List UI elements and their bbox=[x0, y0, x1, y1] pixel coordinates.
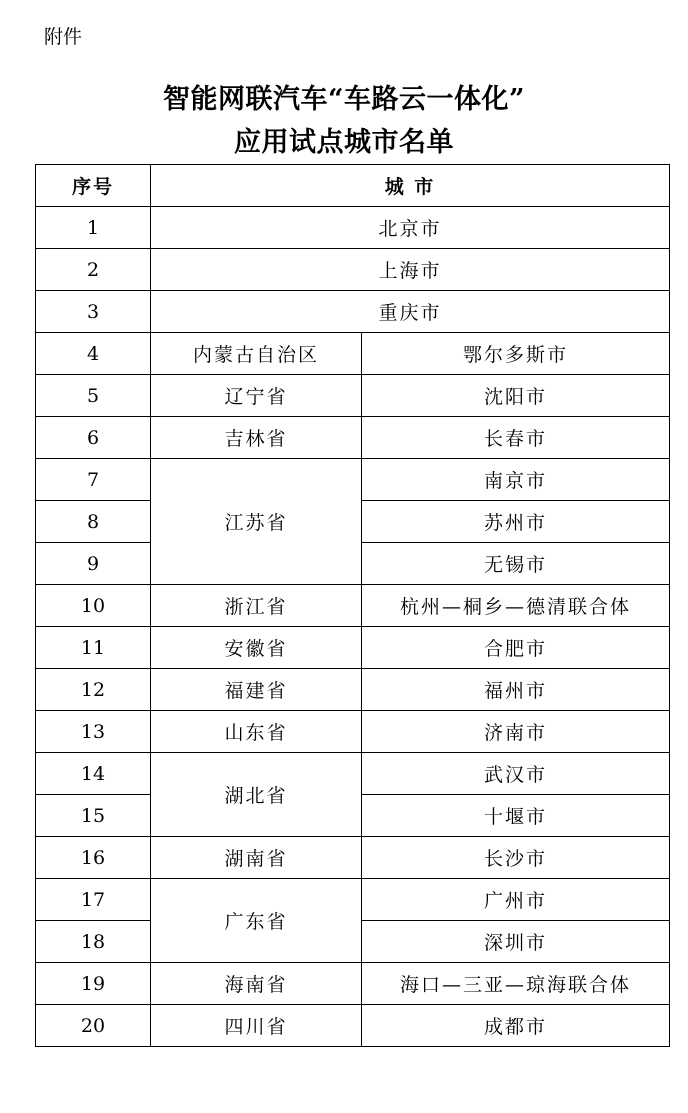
city-cell: 合肥市 bbox=[362, 627, 670, 669]
province-cell: 福建省 bbox=[151, 669, 362, 711]
column-header-index: 序号 bbox=[36, 165, 151, 207]
city-cell: 成都市 bbox=[362, 1005, 670, 1047]
row-number: 15 bbox=[36, 795, 151, 837]
row-number: 12 bbox=[36, 669, 151, 711]
row-number: 6 bbox=[36, 417, 151, 459]
row-number: 13 bbox=[36, 711, 151, 753]
city-cell: 长沙市 bbox=[362, 837, 670, 879]
table-row bbox=[36, 963, 670, 1005]
table-row bbox=[36, 291, 670, 333]
row-number: 4 bbox=[36, 333, 151, 375]
attachment-label: 附件 bbox=[44, 26, 83, 48]
row-number: 8 bbox=[36, 501, 151, 543]
city-cell: 北京市 bbox=[151, 207, 670, 249]
row-number: 11 bbox=[36, 627, 151, 669]
table-row bbox=[36, 459, 670, 501]
table-row bbox=[36, 417, 670, 459]
row-number: 18 bbox=[36, 921, 151, 963]
province-cell: 江苏省 bbox=[151, 459, 362, 585]
table-row bbox=[36, 837, 670, 879]
row-number: 14 bbox=[36, 753, 151, 795]
city-cell: 济南市 bbox=[362, 711, 670, 753]
row-number: 16 bbox=[36, 837, 151, 879]
city-cell: 南京市 bbox=[362, 459, 670, 501]
city-cell: 武汉市 bbox=[362, 753, 670, 795]
row-number: 3 bbox=[36, 291, 151, 333]
province-cell: 浙江省 bbox=[151, 585, 362, 627]
table-row bbox=[36, 249, 670, 291]
province-cell: 海南省 bbox=[151, 963, 362, 1005]
table-header-row bbox=[36, 165, 670, 207]
city-cell: 无锡市 bbox=[362, 543, 670, 585]
province-cell: 安徽省 bbox=[151, 627, 362, 669]
city-cell: 十堰市 bbox=[362, 795, 670, 837]
city-cell: 海口—三亚—琼海联合体 bbox=[362, 963, 670, 1005]
row-number: 9 bbox=[36, 543, 151, 585]
table-row bbox=[36, 585, 670, 627]
table-row bbox=[36, 1005, 670, 1047]
table-row bbox=[36, 375, 670, 417]
row-number: 7 bbox=[36, 459, 151, 501]
city-cell: 福州市 bbox=[362, 669, 670, 711]
row-number: 17 bbox=[36, 879, 151, 921]
pilot-city-table bbox=[35, 164, 670, 1047]
table-row bbox=[36, 753, 670, 795]
city-cell: 重庆市 bbox=[151, 291, 670, 333]
city-cell: 广州市 bbox=[362, 879, 670, 921]
table-row bbox=[36, 669, 670, 711]
city-cell: 沈阳市 bbox=[362, 375, 670, 417]
city-cell: 深圳市 bbox=[362, 921, 670, 963]
city-cell: 鄂尔多斯市 bbox=[362, 333, 670, 375]
row-number: 19 bbox=[36, 963, 151, 1005]
province-cell: 内蒙古自治区 bbox=[151, 333, 362, 375]
province-cell: 四川省 bbox=[151, 1005, 362, 1047]
province-cell: 辽宁省 bbox=[151, 375, 362, 417]
table-row bbox=[36, 333, 670, 375]
city-cell: 杭州—桐乡—德清联合体 bbox=[362, 585, 670, 627]
row-number: 10 bbox=[36, 585, 151, 627]
row-number: 1 bbox=[36, 207, 151, 249]
table-row bbox=[36, 627, 670, 669]
column-header-city: 城 市 bbox=[151, 165, 670, 207]
document-title-line-1: 智能网联汽车“车路云一体化” bbox=[162, 84, 526, 115]
city-cell: 上海市 bbox=[151, 249, 670, 291]
province-cell: 吉林省 bbox=[151, 417, 362, 459]
table-row bbox=[36, 711, 670, 753]
province-cell: 湖南省 bbox=[151, 837, 362, 879]
document-title-line-2: 应用试点城市名单 bbox=[234, 127, 454, 158]
row-number: 5 bbox=[36, 375, 151, 417]
province-cell: 广东省 bbox=[151, 879, 362, 963]
table-row bbox=[36, 207, 670, 249]
province-cell: 湖北省 bbox=[151, 753, 362, 837]
city-cell: 长春市 bbox=[362, 417, 670, 459]
row-number: 2 bbox=[36, 249, 151, 291]
table-row bbox=[36, 879, 670, 921]
row-number: 20 bbox=[36, 1005, 151, 1047]
city-cell: 苏州市 bbox=[362, 501, 670, 543]
province-cell: 山东省 bbox=[151, 711, 362, 753]
